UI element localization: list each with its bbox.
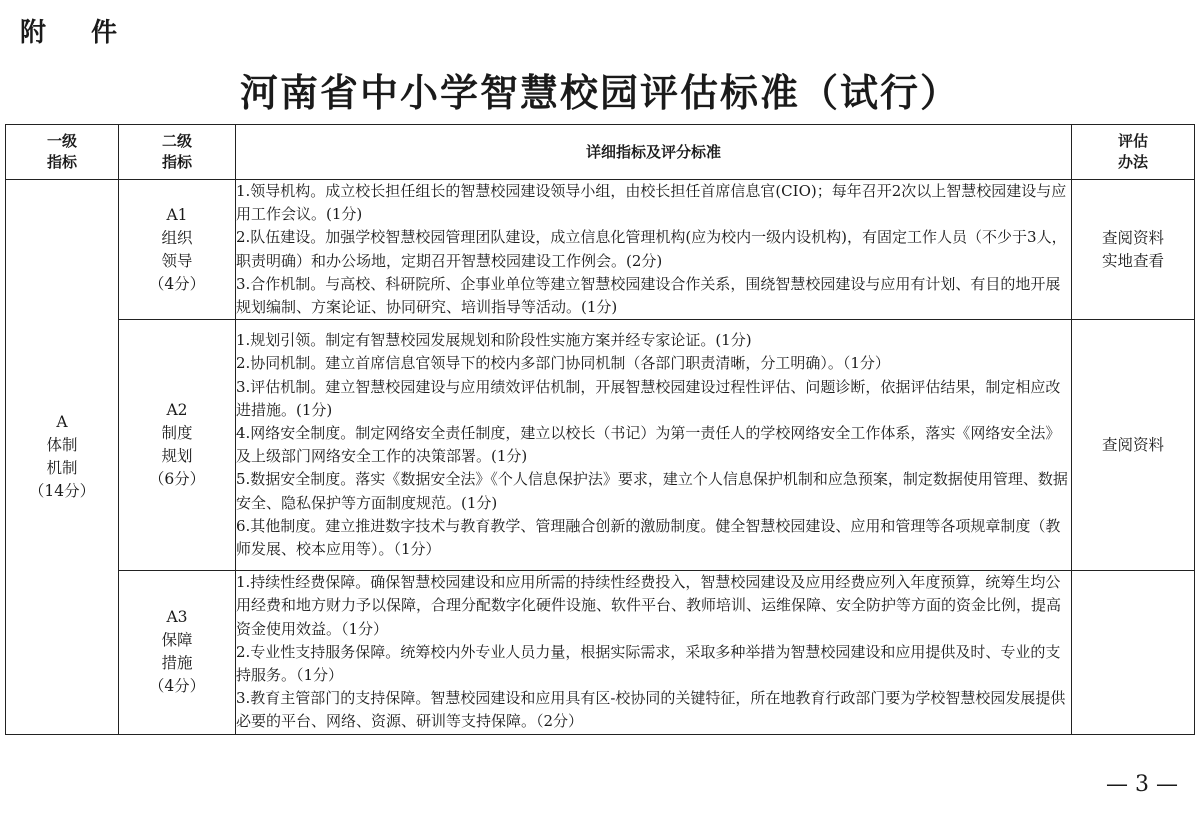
a2-name-line2: 规划	[161, 447, 193, 466]
header-detail: 详细指标及评分标准	[236, 125, 1072, 180]
a1-method-2: 实地查看	[1101, 251, 1164, 270]
a2-method-1: 查阅资料	[1101, 435, 1164, 454]
a3-item-1: 1.持续性经费保障。确保智慧校园建设和应用所需的持续性经费投入，智慧校园建设及应用经费应列入年度预算，统筹生均公用经费和地方财力予以保障，合理分配数字化硬件设施、软件平台、教师培训、运维保障、安全防护等方面的资金比例，提高资金使用效益。（1分）	[236, 573, 1062, 638]
a3-code: A3	[166, 608, 188, 627]
a3-score: （4分）	[148, 677, 206, 696]
header-method-line1: 评估	[1117, 132, 1148, 150]
table-row-a3	[6, 571, 1195, 734]
secondary-indicator-a1	[119, 180, 236, 320]
primary-code: A	[56, 412, 68, 431]
secondary-indicator-a3	[119, 571, 236, 734]
header-level2-line2: 指标	[161, 153, 192, 171]
a3-method-cell	[1072, 571, 1195, 734]
a1-item-1: 1.领导机构。成立校长担任组长的智慧校园建设领导小组，由校长担任首席信息官(CIO)；每年召开2次以上智慧校园建设与应用工作会议。(1分)	[236, 182, 1067, 224]
a1-name-line2: 领导	[161, 251, 193, 270]
table-row-a2	[6, 320, 1195, 571]
a1-detail-cell	[236, 180, 1072, 320]
primary-name-line1: 体制	[46, 435, 78, 454]
a3-name-line1: 保障	[161, 631, 193, 650]
a3-item-3: 3.教育主管部门的支持保障。智慧校园建设和应用具有区-校协同的关键特征，所在地教育行政部门要为学校智慧校园发展提供必要的平台、网络、资源、研训等支持保障。（2分）	[236, 689, 1066, 731]
a1-item-2: 2.队伍建设。加强学校智慧校园管理团队建设，成立信息化管理机构(应为校内一级内设机构)，有固定工作人员（不少于3人，职责明确）和办公场地，定期召开智慧校园建设工作例会。(2分)	[236, 228, 1067, 270]
a1-code: A1	[166, 205, 188, 224]
header-level1	[6, 125, 119, 180]
a2-detail-cell	[236, 320, 1072, 571]
header-method	[1072, 125, 1195, 180]
header-level1-line2: 指标	[46, 153, 77, 171]
a1-item-3: 3.合作机制。与高校、科研院所、企事业单位等建立智慧校园建设合作关系，围绕智慧校园建设与应用有计划、有目的地开展规划编制、方案论证、协同研究、培训指导等活动。(1分)	[236, 274, 1061, 317]
header-level1-line1: 一级	[46, 132, 77, 150]
primary-score: （14分）	[28, 481, 96, 500]
a3-item-2: 2.专业性支持服务保障。统筹校内外专业人员力量，根据实际需求，采取多种举措为智慧校园建设和应用提供及时、专业的支持服务。（1分）	[236, 642, 1061, 685]
a2-score: （6分）	[148, 470, 206, 489]
a3-detail-cell	[236, 571, 1072, 734]
a2-name-line1: 制度	[161, 424, 193, 443]
page-number: — 3 —	[1106, 772, 1178, 797]
primary-indicator-cell	[6, 180, 119, 735]
a2-code: A2	[166, 401, 188, 420]
table-row-a1	[6, 180, 1195, 320]
a1-score: （4分）	[148, 274, 206, 293]
header-level2-line1: 二级	[161, 132, 192, 150]
a1-method-cell	[1072, 180, 1195, 320]
a2-item-4: 4.网络安全制度。制定网络安全责任制度，建立以校长（书记）为第一责任人的学校网络安全工作体系，落实《网络安全法》及上级部门网络安全工作的决策部署。(1分)	[236, 424, 1061, 466]
a3-name-line2: 措施	[161, 654, 193, 673]
header-method-line2: 办法	[1117, 153, 1148, 171]
a2-item-6: 6.其他制度。建立推进数字技术与教育教学、管理融合创新的激励制度。健全智慧校园建设、应用和管理等各项规章制度（教师发展、校本应用等）。（1分）	[236, 516, 1061, 559]
a2-item-2: 2.协同机制。建立首席信息官领导下的校内多部门协同机制（各部门职责清晰，分工明确）。（1分）	[236, 354, 890, 373]
a1-name-line1: 组织	[161, 228, 193, 247]
attachment-label: 附 件	[20, 18, 136, 48]
a2-item-3: 3.评估机制。建立智慧校园建设与应用绩效评估机制，开展智慧校园建设过程性评估、问题诊断，依据评估结果，制定相应改进措施。(1分)	[236, 377, 1061, 419]
secondary-indicator-a2	[119, 320, 236, 571]
header-level2	[119, 125, 236, 180]
a2-item-5: 5.数据安全制度。落实《数据安全法》《个人信息保护法》要求，建立个人信息保护机制和应急预案，制定数据使用管理、数据安全、隐私保护等方面制度规范。(1分)	[236, 470, 1068, 512]
a2-item-1: 1.规划引领。制定有智慧校园发展规划和阶段性实施方案并经专家论证。(1分)	[236, 331, 752, 350]
header-row	[6, 125, 1195, 180]
document-title: 河南省中小学智慧校园评估标准（试行）	[239, 71, 960, 115]
primary-name-line2: 机制	[46, 458, 78, 477]
evaluation-criteria-table	[5, 124, 1195, 735]
a1-method-1: 查阅资料	[1101, 228, 1164, 247]
a2-method-cell	[1072, 320, 1195, 571]
